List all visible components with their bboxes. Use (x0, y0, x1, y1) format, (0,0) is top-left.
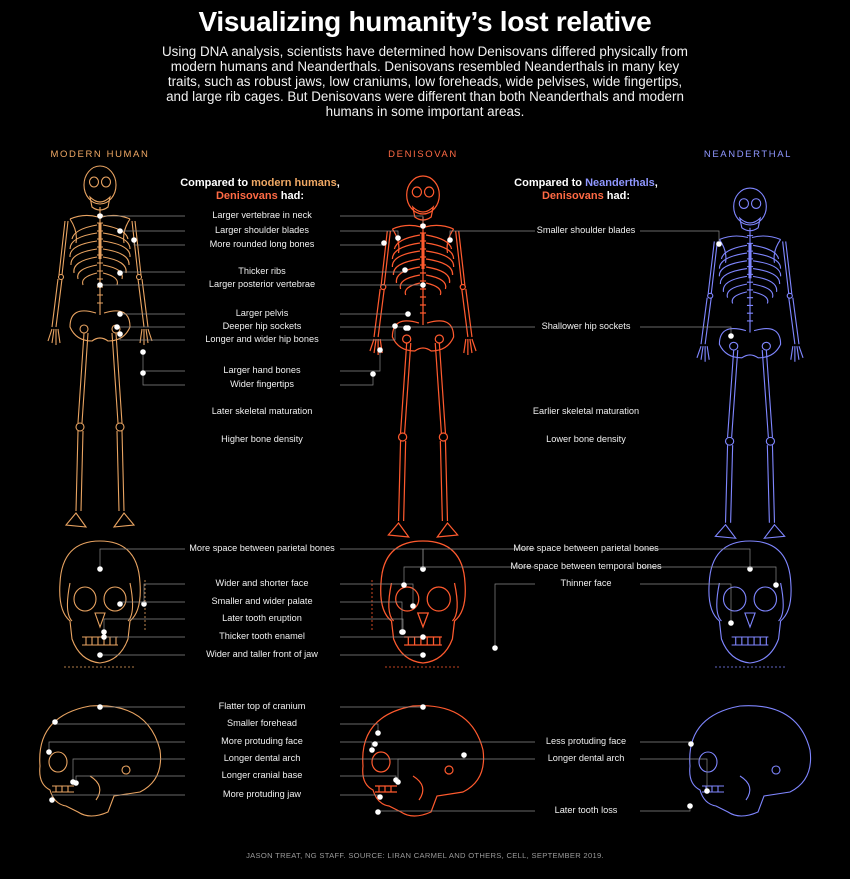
callout-dot (117, 601, 123, 607)
compare-pre: Compared to (180, 177, 252, 189)
label-parietal-space-modern: More space between parietal bones (189, 543, 335, 553)
leader-line (134, 240, 185, 245)
leader-line (340, 776, 396, 780)
label-thicker-tooth-enamel: Thicker tooth enamel (219, 631, 305, 641)
callout-dot (117, 331, 123, 337)
leader-line (340, 374, 373, 385)
leader-line (640, 231, 719, 244)
label-lower-bone-density: Lower bone density (546, 434, 626, 444)
label-more-protuding-jaw: More protuding jaw (222, 789, 302, 799)
leader-line (340, 270, 405, 272)
skeleton-neanderthal (697, 188, 803, 538)
leader-line (73, 759, 185, 782)
callout-dot (369, 747, 375, 753)
leader-line (104, 619, 185, 632)
callout-dot (420, 704, 426, 710)
callout-dot (46, 749, 52, 755)
compare-mid: , (654, 177, 658, 189)
label-later-tooth-loss: Later tooth loss (554, 805, 618, 815)
page-title: Visualizing humanity’s lost relative (198, 6, 652, 37)
callout-dot (140, 349, 146, 355)
callout-dot (687, 803, 693, 809)
callout-dot (375, 730, 381, 736)
callout-dot (114, 324, 120, 330)
leader-line (120, 602, 185, 604)
callout-dot (377, 794, 383, 800)
compare-subject: Denisovans (541, 190, 604, 202)
leader-line (398, 759, 535, 782)
callout-dot (49, 797, 55, 803)
callout-dot (420, 223, 426, 229)
label-longer-dental-arch-neanderthal: Longer dental arch (547, 753, 625, 763)
label-larger-posterior-vertebrae: Larger posterior vertebrae (208, 279, 316, 289)
label-temporal-space: More space between temporal bones (510, 561, 662, 571)
callout-dot (52, 719, 58, 725)
label-earlier-skeletal-maturation: Earlier skeletal maturation (532, 406, 640, 416)
callout-dot (400, 629, 406, 635)
callout-dot (773, 582, 779, 588)
callout-dot (101, 629, 107, 635)
label-thicker-ribs: Thicker ribs (238, 266, 286, 276)
column-head-modern: MODERN HUMAN (50, 149, 150, 160)
leader-line (340, 795, 380, 797)
leader-line (340, 755, 464, 759)
compare-post: had: (277, 190, 305, 202)
skull-side-neanderthal (690, 706, 811, 816)
compare-heading-modern (160, 177, 360, 203)
callout-dot (492, 645, 498, 651)
callout-dot (402, 267, 408, 273)
callout-dot (97, 213, 103, 219)
label-wider-taller-jaw: Wider and taller front of jaw (206, 649, 318, 659)
callout-dot (405, 311, 411, 317)
label-smaller-forehead: Smaller forehead (227, 718, 297, 728)
label-later-skeletal-maturation: Later skeletal maturation (211, 406, 313, 416)
dimension-arrows-denisovan (372, 580, 461, 667)
callout-dot (97, 652, 103, 658)
label-more-protuding-face: More protuding face (221, 736, 303, 746)
callout-dot (410, 603, 416, 609)
callout-dot (704, 788, 710, 794)
callout-dot (381, 240, 387, 246)
label-wider-shorter-face: Wider and shorter face (215, 578, 309, 588)
label-rounded-long-bones: More rounded long bones (209, 239, 315, 249)
compare-post: had: (603, 190, 631, 202)
callout-dot (97, 282, 103, 288)
leader-line (143, 352, 185, 371)
label-larger-vertebrae-neck: Larger vertebrae in neck (212, 210, 312, 220)
callout-dot (370, 371, 376, 377)
label-later-tooth-eruption: Later tooth eruption (222, 613, 302, 623)
leader-line (340, 326, 395, 340)
leader-line (143, 373, 185, 385)
callout-dot (375, 809, 381, 815)
callout-dot (728, 620, 734, 626)
leader-line (340, 216, 423, 226)
label-flatter-cranium: Flatter top of cranium (218, 701, 306, 711)
callout-dot (447, 237, 453, 243)
label-longer-dental-arch-modern: Longer dental arch (223, 753, 301, 763)
label-higher-bone-density: Higher bone density (221, 434, 303, 444)
skeleton-modern (48, 166, 152, 527)
callout-dot (688, 741, 694, 747)
callout-dot (395, 235, 401, 241)
leader-line (640, 742, 691, 744)
label-shallower-hip-sockets: Shallower hip sockets (541, 321, 631, 331)
callout-dot (97, 566, 103, 572)
label-larger-shoulder-blades: Larger shoulder blades (215, 225, 309, 235)
label-smaller-wider-palate: Smaller and wider palate (211, 596, 313, 606)
callout-dot (405, 325, 411, 331)
credit-line: JASON TREAT, NG STAFF. SOURCE: LIRAN CARMEL AND OTHERS, CELL, SEPTEMBER 2019. (246, 851, 604, 860)
dimension-arrows-modern (64, 580, 145, 667)
callout-dot (392, 323, 398, 329)
label-larger-pelvis: Larger pelvis (235, 308, 289, 318)
skull-side-modern (40, 706, 161, 816)
label-parietal-space-neanderthal: More space between parietal bones (513, 543, 659, 553)
compare-highlight: modern humans (251, 177, 337, 189)
callout-dot (420, 282, 426, 288)
leader-line (144, 584, 185, 604)
callout-dot (401, 582, 407, 588)
leader-line (495, 584, 535, 648)
intro-text: Using DNA analysis, scientists have determined how Denisovans differed physically from modern humans and Neanderthals. Denisovans resembled Neanderthals in many key traits, such as robust jaws, low craniums, low foreheads, wide pelvises, wide fingertips, and large rib cages. But Denisovans were different than both Neanderthals and modern humans in some important areas. (162, 44, 688, 119)
callout-dot (117, 270, 123, 276)
leader-line (640, 806, 690, 811)
leader-line (340, 549, 423, 569)
column-head-neanderthal: NEANDERTHAL (703, 149, 793, 160)
label-longer-cranial-base: Longer cranial base (221, 770, 303, 780)
callout-dot (372, 741, 378, 747)
callout-dot (101, 634, 107, 640)
compare-pre: Compared to (514, 177, 586, 189)
callout-dot (420, 634, 426, 640)
leader-line (340, 243, 384, 245)
callout-dot (117, 228, 123, 234)
callout-dot (117, 311, 123, 317)
skeleton-denisovan (370, 176, 476, 537)
compare-heading-neanderthal (486, 177, 686, 203)
compare-subject: Denisovans (215, 190, 278, 202)
callout-dot (395, 779, 401, 785)
leader-line (640, 327, 731, 336)
label-longer-wider-hip-bones: Longer and wider hip bones (205, 334, 319, 344)
compare-mid: , (336, 177, 340, 189)
callout-dot (420, 652, 426, 658)
column-head-denisovan: DENISOVAN (388, 149, 458, 160)
callout-dot (461, 752, 467, 758)
leader-line (120, 272, 185, 273)
label-larger-hand-bones: Larger hand bones (223, 365, 301, 375)
callout-dot (728, 333, 734, 339)
callout-dot (97, 704, 103, 710)
leader-line (375, 742, 535, 744)
leader-line (340, 742, 372, 750)
label-wider-fingertips: Wider fingertips (230, 379, 294, 389)
callout-dot (377, 347, 383, 353)
leader-line (100, 549, 185, 569)
leader-line (450, 231, 535, 240)
leader-line (640, 759, 707, 791)
callout-dot (716, 241, 722, 247)
leader-line (340, 350, 380, 371)
leader-line (55, 722, 185, 724)
callout-dot (131, 237, 137, 243)
label-less-protuding-face: Less protuding face (545, 736, 627, 746)
callout-dot (73, 780, 79, 786)
label-thinner-face: Thinner face (560, 578, 612, 588)
leader-line (408, 327, 535, 328)
compare-highlight: Neanderthals (585, 177, 655, 189)
label-deeper-hip-sockets: Deeper hip sockets (222, 321, 302, 331)
leader-lines (46, 213, 779, 815)
leader-line (120, 334, 185, 340)
leader-line (49, 742, 185, 752)
label-smaller-shoulder-blades: Smaller shoulder blades (536, 225, 636, 235)
callout-dot (140, 370, 146, 376)
leader-line (640, 584, 731, 623)
